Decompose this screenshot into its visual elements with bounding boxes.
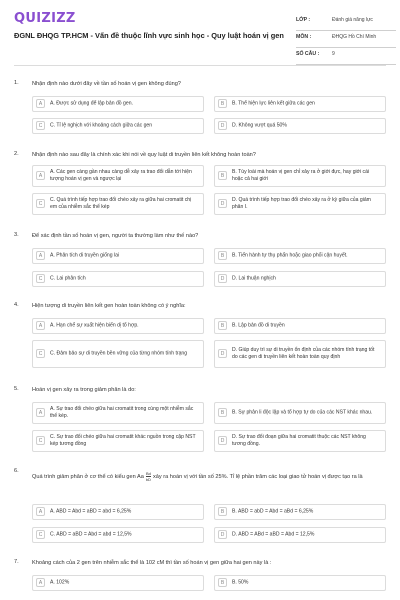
option-letter: C <box>36 199 45 208</box>
option-text: D. ABD = ABd = aBD = Abd = 12,5% <box>232 531 315 538</box>
option-letter: B <box>218 578 227 587</box>
question-text: Hoán vị gen xảy ra trong giảm phân là do: <box>32 387 136 393</box>
option-d[interactable] <box>214 271 386 287</box>
meta-value: Đánh giá năng lực <box>332 17 373 23</box>
option-letter: A <box>36 251 45 260</box>
quizizz-logo: QUIZIZZ <box>14 11 76 26</box>
option-letter: B <box>218 321 227 330</box>
option-text: C. Tỉ lệ nghịch với khoảng cách giữa các gen <box>50 122 153 129</box>
option-letter: C <box>36 349 45 358</box>
meta-row-class <box>296 14 396 31</box>
option-letter: D <box>218 121 227 130</box>
option-letter: A <box>36 578 45 587</box>
option-a[interactable] <box>32 165 204 187</box>
question-text-before: Quá trình giảm phân ở cơ thể có kiểu gen Aa <box>32 473 144 480</box>
option-text: B. Sự phân li độc lập và tổ hợp tự do của các NST khác nhau. <box>232 409 373 416</box>
question-number: 4. <box>14 302 19 308</box>
option-a[interactable] <box>32 504 204 520</box>
option-letter: A <box>36 171 45 180</box>
option-text: B. 50% <box>232 579 249 586</box>
option-b[interactable] <box>214 248 386 264</box>
question-text: Hiện tượng di truyền liên kết gen hoàn toàn không có ý nghĩa: <box>32 303 186 309</box>
option-d[interactable] <box>214 430 386 452</box>
question-text: Để xác định tần số hoán vị gen, người ta thường làm như thế nào? <box>32 233 199 239</box>
option-letter: B <box>218 408 227 417</box>
option-text: D. Sự trao đổi đoạn giữa hai cromatit thuộc các NST không tương đồng. <box>232 434 366 447</box>
option-a[interactable] <box>32 318 204 334</box>
option-text: B. Tiến hành tự thụ phấn hoặc giao phối cận huyết. <box>232 252 348 259</box>
option-letter: B <box>218 171 227 180</box>
option-a[interactable] <box>32 96 204 112</box>
option-text: A. Các gen càng gần nhau càng dễ xảy ra trao đổi dẫn tới hiện tượng hoán vị gen và ngược lại <box>50 169 192 182</box>
option-text: A. Phân tích di truyền giống lai <box>50 252 120 259</box>
option-b[interactable] <box>214 504 386 520</box>
worksheet-header <box>0 0 400 62</box>
option-text: C. Đảm bảo sự di truyền bền vững của từng nhóm tính trạng <box>50 350 188 357</box>
option-b[interactable] <box>214 165 386 187</box>
option-text: B. Tùy loài mà hoán vị gen chỉ xảy ra ở giới đực, hay giới cái hoặc cả hai giới <box>232 169 370 182</box>
question-text: Nhận định nào sau đây là chính xác khi nói về quy luật di truyền liên kết không hoàn toàn? <box>32 152 256 158</box>
option-a[interactable] <box>32 575 204 591</box>
genotype-top: Bd <box>145 471 151 476</box>
question-number: 3. <box>14 232 19 238</box>
option-text: D. Giúp duy trì sự di truyền ổn định của các nhóm tính trạng tốt do các gen di truyền liên kết hoàn toàn quy định <box>232 347 375 360</box>
option-letter: A <box>36 321 45 330</box>
option-d[interactable] <box>214 193 386 215</box>
option-text: D. Lai thuận nghịch <box>232 275 276 282</box>
option-text: A. Hạn chế sự xuất hiện biến dị tổ hợp. <box>50 322 139 329</box>
option-d[interactable] <box>214 118 386 134</box>
option-c[interactable] <box>32 527 204 543</box>
option-letter: C <box>36 121 45 130</box>
option-text: B. Lập bản đồ di truyền <box>232 322 285 329</box>
option-letter: A <box>36 507 45 516</box>
genotype-bottom: bD <box>145 477 151 482</box>
option-c[interactable] <box>32 430 204 452</box>
genotype-fraction <box>146 471 151 482</box>
option-c[interactable] <box>32 271 204 287</box>
option-d[interactable] <box>214 340 386 368</box>
meta-row-subject <box>296 31 396 48</box>
question-text: Khoảng cách của 2 gen trên nhiễm sắc thể là 102 cM thì tần số hoán vị gen giữa hai gen này là : <box>32 560 272 566</box>
question-text: Nhận định nào dưới đây về tần số hoán vị gen không đúng? <box>32 81 181 87</box>
option-letter: D <box>218 349 227 358</box>
option-letter: C <box>36 274 45 283</box>
option-b[interactable] <box>214 575 386 591</box>
option-b[interactable] <box>214 96 386 112</box>
page-title: ĐGNL ĐHQG TP.HCM - Vấn đề thuộc lĩnh vực sinh học - Quy luật hoán vị gen <box>14 31 284 40</box>
option-text: C. Sự trao đổi chéo giữa hai cromatit khác nguồn trong cặp NST kép tương đồng <box>50 434 196 447</box>
option-letter: C <box>36 436 45 445</box>
option-text: A. Được sử dụng để lập bản đồ gen. <box>50 100 133 107</box>
option-letter: A <box>36 99 45 108</box>
question-number: 5. <box>14 386 19 392</box>
meta-label: LỚP : <box>296 17 311 23</box>
option-letter: D <box>218 274 227 283</box>
question-number: 7. <box>14 559 19 565</box>
question-text <box>32 471 388 482</box>
meta-label: MÔN : <box>296 34 312 40</box>
option-b[interactable] <box>214 402 386 424</box>
option-letter: B <box>218 251 227 260</box>
meta-value: ĐHQG Hồ Chí Minh <box>332 34 377 40</box>
option-text: A. Sự trao đổi chéo giữa hai cromatit trong cùng một nhiễm sắc thể kép. <box>50 406 194 419</box>
option-c[interactable] <box>32 118 204 134</box>
option-text: D. Không vượt quá 50% <box>232 122 287 129</box>
option-text: C. Lai phân tích <box>50 275 86 282</box>
option-letter: B <box>218 99 227 108</box>
option-text: B. ABD = abD = Abd = aBd = 6,25% <box>232 508 314 515</box>
option-text: A. ABD = Abd = aBD = abd = 6,25% <box>50 508 132 515</box>
option-letter: B <box>218 507 227 516</box>
option-a[interactable] <box>32 402 204 424</box>
option-text: D. Quá trình tiếp hợp trao đổi chéo xảy ra ở kỳ giữa của giảm phân I. <box>232 197 371 210</box>
question-number: 6. <box>14 468 19 474</box>
option-b[interactable] <box>214 318 386 334</box>
option-text: C. Quá trình tiếp hợp trao đổi chéo xảy ra giữa hai cromatit chị em của nhiễm sắc thể kép <box>50 197 192 210</box>
header-divider <box>14 65 386 66</box>
option-letter: D <box>218 530 227 539</box>
meta-row-count <box>296 48 396 65</box>
option-letter: D <box>218 199 227 208</box>
option-letter: D <box>218 436 227 445</box>
option-d[interactable] <box>214 527 386 543</box>
option-c[interactable] <box>32 340 204 368</box>
option-text: B. Thể hiện lực liên kết giữa các gen <box>232 100 315 107</box>
option-text: C. ABD = aBD = Abd = abd = 12,5% <box>50 531 132 538</box>
question-text-after: xảy ra hoán vị với tần số 25%. Tỉ lệ phần trăm các loại giao tử hoán vị được tạo ra là <box>152 473 363 480</box>
meta-value: 9 <box>332 51 335 57</box>
question-number: 1. <box>14 80 19 86</box>
meta-panel <box>296 14 396 65</box>
option-a[interactable] <box>32 248 204 264</box>
option-c[interactable] <box>32 193 204 215</box>
meta-label: SỐ CÂU : <box>296 51 320 57</box>
option-text: A. 102% <box>50 579 70 586</box>
question-number: 2. <box>14 151 19 157</box>
option-letter: C <box>36 530 45 539</box>
option-letter: A <box>36 408 45 417</box>
